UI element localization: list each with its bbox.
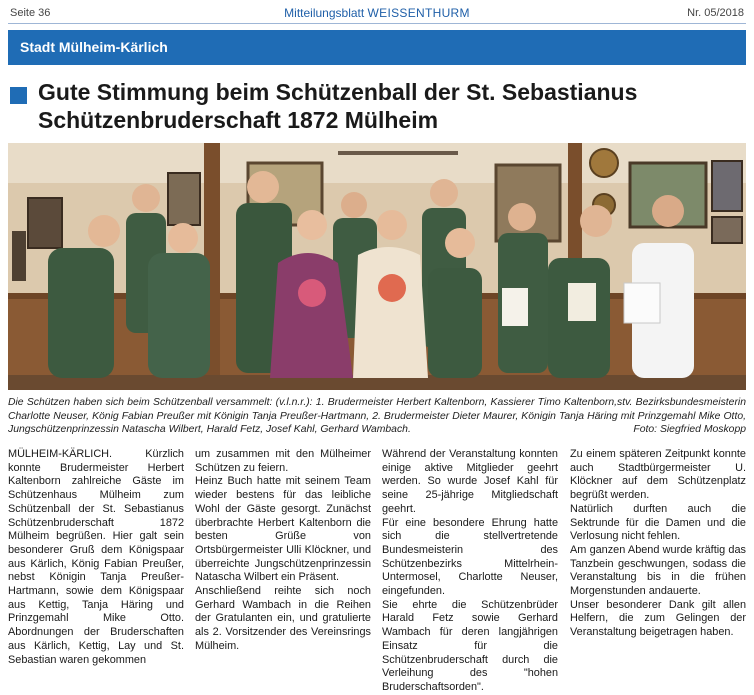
publication-city: WEISSENTHURM [367, 6, 470, 20]
photo-credit: Foto: Siegfried Moskopp [633, 424, 746, 436]
section-title: Stadt Mülheim-Kärlich [20, 39, 168, 55]
paragraph: Für eine besondere Ehrung hatte sich die stellvertretende Bundesmeisterin des Schützenbezirks Mittelrhein-Untermosel, Charlotte Neuser, eingefunden. [382, 516, 558, 598]
publication-title [8, 6, 746, 20]
article-column-1 [8, 448, 184, 667]
article-headline [8, 78, 746, 134]
paragraph: MÜLHEIM-KÄRLICH. Kürzlich konnte Brudermeister Herbert Kaltenborn zahlreiche Gäste im Schützenhaus Mülheim zum Schützenball der St. Sebastianus Schützenbruderschaft 1872 Mülheim begrüßen. Hier galt sein besonderer Gruß dem Königspaar aus Kärlich, König Fabian Preußer, nebst Königin Tanja Preußer-Hartmann, sowie dem Königspaar aus Kettig, Tanja Häring und Prinzgemahl Mike Otto. Abordnungen der Bruderschaften aus Kärlich, Kettig, Lay und St. Sebastian waren gekommen [8, 448, 184, 666]
paragraph: Unser besonderer Dank gilt allen Helfern, die zum Gelingen der Veranstaltung beigetragen haben. [570, 598, 746, 639]
paragraph: Heinz Buch hatte mit seinem Team wieder bestens für das leibliche Wohl der Gäste gesorgt. Zunächst überbrachte Herbert Kaltenborn die besten Grüße von Ortsbürgermeister Ulli Klöckner, und überreichte Jungschützenprinzessin Natascha Wilbert ein Präsent. [195, 475, 371, 584]
headline-line-1: Gute Stimmung beim Schützenball der St. Sebastianus [38, 79, 638, 105]
paragraph: Am ganzen Abend wurde kräftig das Tanzbein geschwungen, sodass die Veranstaltung bis in die frühen Morgenstunden andauerte. [570, 543, 746, 598]
paragraph: um zusammen mit den Mülheimer Schützen zu feiern. [195, 448, 371, 474]
page-number: Seite 36 [10, 7, 51, 19]
headline-bullet-icon [10, 87, 27, 104]
issue-number: Nr. 05/2018 [687, 7, 744, 19]
paragraph: Sie ehrte die Schützenbrüder Harald Fetz sowie Gerhard Wambach für deren langjährigen Einsatz für die Schützenbruderschaft durch die Verleihung des "hohen Bruderschaftsorden". [382, 598, 558, 693]
publication-brand: Mitteilungsblatt [284, 6, 365, 20]
article-body [8, 448, 746, 693]
photo-caption [8, 396, 746, 437]
headline-line-2: Schützenbruderschaft 1872 Mülheim [38, 107, 439, 133]
paragraph: Anschließend reihte sich noch Gerhard Wambach in die Reihen der Gratulanten ein, und gratulierte als 2. Vorsitzender des Vereinsrings Mülheim. [195, 585, 371, 652]
caption-text: Die Schützen haben sich beim Schützenball versammelt: (v.l.n.r.): 1. Brudermeister Herbert Kaltenborn, Kassierer Timo Kaltenborn,stv. Bezirksbundesmeisterin Charlotte Neuser, König Fabian Preußer mit Königin Tanja Preußer-Hartmann, 2. Brudermeister Dieter Maurer, Königin Tanja Häring mit Prinzgemahl Mike Otto, Jungschützenprinzessin Natascha Wilbert, Harald Fetz, Josef Kahl, Gerhard Wambach. [8, 397, 746, 436]
paragraph: Natürlich durften auch die Sektrunde für die Damen und die Verlosung nicht fehlen. [570, 502, 746, 543]
headline-text [38, 78, 746, 134]
header-divider [8, 23, 746, 24]
paragraph: Während der Veranstaltung konnten einige aktive Mitglieder geehrt werden. So wurde Josef Kahl für seine 25-jährige Mitgliedschaft geehrt. [382, 448, 558, 515]
article-column-2 [195, 448, 371, 654]
article-column-4 [570, 448, 746, 640]
article-column-3 [382, 448, 558, 695]
group-photo [8, 143, 746, 390]
section-banner [8, 30, 746, 65]
group-photo-illustration [8, 143, 746, 390]
page-header [8, 4, 746, 24]
paragraph: Zu einem späteren Zeitpunkt konnte auch Stadtbürgermeister U. Klöckner auf dem Schützenplatz begrüßt werden. [570, 448, 746, 502]
